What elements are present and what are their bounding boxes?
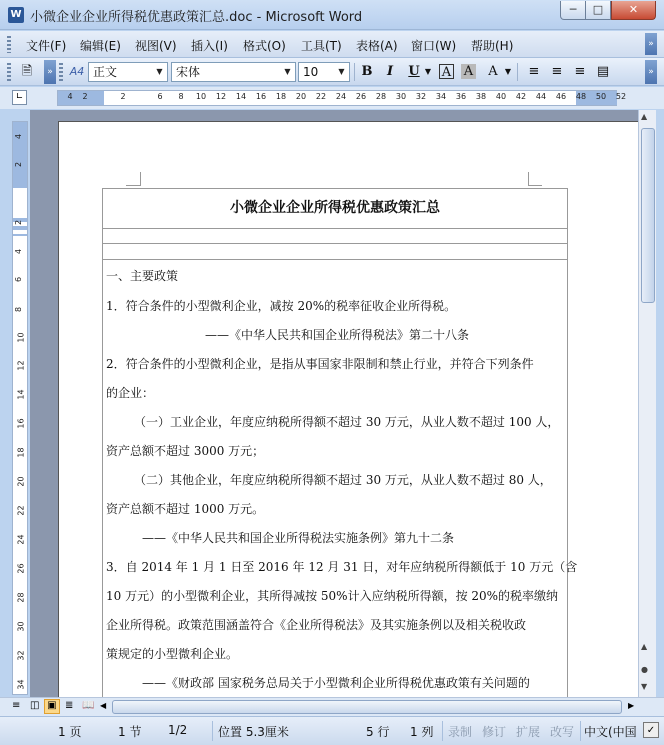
vruler-number: 16 xyxy=(16,418,26,429)
word-app-icon[interactable]: W xyxy=(8,7,24,23)
underline-dropdown-icon[interactable]: ▼ xyxy=(424,67,432,76)
menu-table[interactable]: 表格(A) xyxy=(356,39,398,53)
doc-line[interactable]: 一、主要政策 xyxy=(106,269,179,283)
corner-mark-left-h xyxy=(126,185,140,186)
ruler-number: 42 xyxy=(515,92,527,101)
status-trk[interactable]: 修订 xyxy=(482,725,507,739)
vertical-scroll-thumb[interactable] xyxy=(641,128,655,303)
ruler-number: 36 xyxy=(455,92,467,101)
menu-edit[interactable]: 编辑(E) xyxy=(80,39,121,53)
status-bar xyxy=(0,716,664,745)
vruler-number: 10 xyxy=(16,332,26,343)
vruler-number: 22 xyxy=(16,505,26,516)
vruler-number: 8 xyxy=(14,306,24,313)
vruler-number: 2 xyxy=(14,219,24,226)
character-scale-dropdown-icon[interactable]: ▼ xyxy=(504,67,512,76)
reading-layout-view-icon[interactable]: 📖 xyxy=(82,700,95,711)
doc-line[interactable]: 资产总额不超过 1000 万元。 xyxy=(106,502,265,516)
doc-line[interactable]: （二）其他企业，年度应纳税所得额不超过 30 万元，从业人数不超过 80 人， xyxy=(134,473,552,487)
tab-stop-selector-icon[interactable]: ∟ xyxy=(12,90,27,105)
vruler-number: 24 xyxy=(16,534,26,545)
document-title[interactable]: 小微企业企业所得税优惠政策汇总 xyxy=(230,200,440,216)
minimize-button[interactable]: ─ xyxy=(560,1,586,20)
web-layout-view-icon[interactable]: ◫ xyxy=(30,700,40,711)
outline-view-icon[interactable]: ≣ xyxy=(65,700,74,711)
menu-grip-handle[interactable] xyxy=(7,36,11,53)
ruler-number: 8 xyxy=(178,92,184,101)
scroll-right-icon[interactable]: ▶ xyxy=(628,701,635,710)
status-separator xyxy=(580,721,581,741)
new-document-icon[interactable]: 🗎 xyxy=(21,64,33,79)
corner-mark-right xyxy=(528,172,529,186)
ruler-number: 38 xyxy=(475,92,487,101)
corner-mark-left xyxy=(140,172,141,186)
doc-line[interactable]: ——《中华人民共和国企业所得税法实施条例》第九十二条 xyxy=(142,531,455,545)
font-select[interactable] xyxy=(171,62,296,82)
ruler-number: 4 xyxy=(67,92,73,101)
table-border xyxy=(102,243,568,244)
align-right-icon[interactable]: ≡ xyxy=(574,64,586,79)
vruler-number: 30 xyxy=(16,621,26,632)
doc-line[interactable]: 10 万元）的小型微利企业，其所得减按 50%计入应纳税所得额，按 20%的税率缴纳 xyxy=(106,589,559,603)
table-border xyxy=(102,259,568,260)
toolbar2-grip-handle[interactable] xyxy=(59,63,63,81)
doc-line[interactable]: ——《中华人民共和国企业所得税法》第二十八条 xyxy=(205,328,470,342)
select-browse-object-icon[interactable]: ● xyxy=(641,665,648,674)
italic-button[interactable]: I xyxy=(386,64,394,79)
table-border-top xyxy=(102,188,568,189)
font-select-value: 宋体 xyxy=(176,65,201,79)
toolbar-options-icon[interactable]: » xyxy=(44,60,56,84)
ruler-number: 2 xyxy=(82,92,88,101)
status-ext[interactable]: 扩展 xyxy=(516,725,541,739)
status-rec[interactable]: 录制 xyxy=(448,725,473,739)
character-shading-button[interactable]: A xyxy=(461,64,476,79)
ruler-number: 52 xyxy=(615,92,627,101)
status-page: 1 页 xyxy=(58,725,82,739)
chevron-down-icon: ▼ xyxy=(284,67,291,76)
align-center-icon[interactable]: ≡ xyxy=(551,64,563,79)
ruler-number: 46 xyxy=(555,92,567,101)
window-title: 小微企业企业所得税优惠政策汇总.doc - Microsoft Word xyxy=(30,10,363,25)
toolbar-more-icon[interactable]: » xyxy=(645,60,657,84)
vruler-number: 28 xyxy=(16,592,26,603)
status-position: 位置 5.3厘米 xyxy=(218,725,289,739)
ruler-number: 24 xyxy=(335,92,347,101)
formatting-toolbar xyxy=(0,58,664,86)
vruler-number: 20 xyxy=(16,476,26,487)
vruler-top-margin xyxy=(13,122,27,188)
ruler-number: 12 xyxy=(215,92,227,101)
doc-line[interactable]: 企业所得税。政策范围涵盖符合《企业所得税法》及其实施条例以及相关税收政 xyxy=(106,618,527,632)
normal-view-icon[interactable]: ≡ xyxy=(12,700,21,711)
status-column: 1 列 xyxy=(410,725,434,739)
ruler-number: 10 xyxy=(195,92,207,101)
status-separator xyxy=(212,721,213,741)
style-select-value: 正文 xyxy=(93,65,118,79)
menu-tools[interactable]: 工具(T) xyxy=(301,39,342,53)
vruler-number: 14 xyxy=(16,389,26,400)
status-section: 1 节 xyxy=(118,725,142,739)
toolbar-separator xyxy=(517,63,518,81)
styles-formatting-icon[interactable]: A4 xyxy=(69,65,85,78)
doc-line[interactable]: ——《财政部 国家税务总局关于小型微利企业所得税优惠政策有关问题的 xyxy=(142,676,530,690)
vruler-number: 4 xyxy=(14,248,24,255)
vruler-number: 26 xyxy=(16,563,26,574)
ruler-number: 22 xyxy=(315,92,327,101)
maximize-button[interactable]: □ xyxy=(585,1,611,20)
font-size-select[interactable] xyxy=(298,62,350,82)
doc-line[interactable]: 资产总额不超过 3000 万元； xyxy=(106,444,265,458)
doc-line[interactable]: 1．符合条件的小型微利企业，减按 20%的税率征收企业所得税。 xyxy=(106,299,457,313)
horizontal-ruler[interactable] xyxy=(57,90,627,106)
status-line: 5 行 xyxy=(366,725,390,739)
style-select[interactable] xyxy=(88,62,168,82)
status-separator xyxy=(442,721,443,741)
menu-insert[interactable]: 插入(I) xyxy=(191,39,228,53)
next-page-icon[interactable]: ▼ xyxy=(641,682,648,691)
ruler-number: 18 xyxy=(275,92,287,101)
title-bar xyxy=(0,0,664,30)
menu-format[interactable]: 格式(O) xyxy=(243,39,286,53)
spelling-grammar-status-icon[interactable]: ✓ xyxy=(643,722,659,738)
table-border xyxy=(102,228,568,229)
vruler-number: 32 xyxy=(16,650,26,661)
menu-view[interactable]: 视图(V) xyxy=(135,39,177,53)
align-left-icon[interactable]: ≡ xyxy=(528,64,540,79)
ruler-number: 26 xyxy=(355,92,367,101)
status-language: 中文(中国 xyxy=(584,725,637,739)
doc-line[interactable]: 策规定的小型微利企业。 xyxy=(106,647,239,661)
vruler-number: 4 xyxy=(14,133,24,140)
font-size-value: 10 xyxy=(303,65,319,79)
vruler-number: 34 xyxy=(16,679,26,690)
chevron-down-icon: ▼ xyxy=(156,67,163,76)
ruler-number: 6 xyxy=(157,92,163,101)
ruler-number: 14 xyxy=(235,92,247,101)
close-button[interactable]: ✕ xyxy=(611,1,656,20)
vruler-number: 6 xyxy=(14,276,24,283)
vertical-ruler[interactable] xyxy=(12,121,28,695)
justify-icon[interactable]: ▤ xyxy=(596,64,610,79)
ruler-number: 44 xyxy=(535,92,547,101)
character-border-button[interactable]: A xyxy=(439,64,454,79)
ruler-number: 48 xyxy=(575,92,587,101)
ruler-number: 50 xyxy=(595,92,607,101)
ruler-number: 30 xyxy=(395,92,407,101)
ruler-number: 28 xyxy=(375,92,387,101)
vruler-number: 2 xyxy=(14,161,24,168)
menu-chevron-icon[interactable]: » xyxy=(645,33,657,55)
status-ovr[interactable]: 改写 xyxy=(550,725,575,739)
horizontal-scroll-thumb[interactable] xyxy=(112,700,622,714)
print-layout-view-icon[interactable]: ▣ xyxy=(44,699,60,714)
menu-help[interactable]: 帮助(H) xyxy=(471,39,514,53)
doc-line[interactable]: （一）工业企业，年度应纳税所得额不超过 30 万元，从业人数不超过 100 人， xyxy=(134,415,560,429)
status-page-of: 1/2 xyxy=(168,723,188,737)
doc-line[interactable]: 的企业： xyxy=(106,386,155,400)
doc-line[interactable]: 3．自 2014 年 1 月 1 日至 2016 年 12 月 31 日，对年应纳税所得额低于 10 万元（含 xyxy=(106,560,578,574)
scroll-left-icon[interactable]: ◀ xyxy=(100,701,107,710)
toolbar-separator xyxy=(354,63,355,81)
ruler-left-margin xyxy=(58,91,104,105)
prev-page-icon[interactable]: ▲ xyxy=(641,642,648,651)
ruler-number: 16 xyxy=(255,92,267,101)
menu-file[interactable]: 文件(F) xyxy=(26,39,67,53)
ruler-number: 32 xyxy=(415,92,427,101)
chevron-down-icon: ▼ xyxy=(338,67,345,76)
toolbar-grip-handle[interactable] xyxy=(7,63,11,81)
vruler-number: 12 xyxy=(16,360,26,371)
ruler-number: 2 xyxy=(120,92,126,101)
vruler-number: 18 xyxy=(16,447,26,458)
ruler-number: 34 xyxy=(435,92,447,101)
underline-button[interactable]: U xyxy=(408,64,420,79)
bold-button[interactable]: B xyxy=(361,64,373,79)
scroll-up-icon[interactable]: ▲ xyxy=(641,112,648,121)
character-scale-button[interactable]: A xyxy=(488,64,498,79)
menu-window[interactable]: 窗口(W) xyxy=(411,39,457,53)
corner-mark-right-h xyxy=(528,185,542,186)
doc-line[interactable]: 2．符合条件的小型微利企业，是指从事国家非限制和禁止行业，并符合下列条件 xyxy=(106,357,534,371)
ruler-number: 20 xyxy=(295,92,307,101)
ruler-number: 40 xyxy=(495,92,507,101)
